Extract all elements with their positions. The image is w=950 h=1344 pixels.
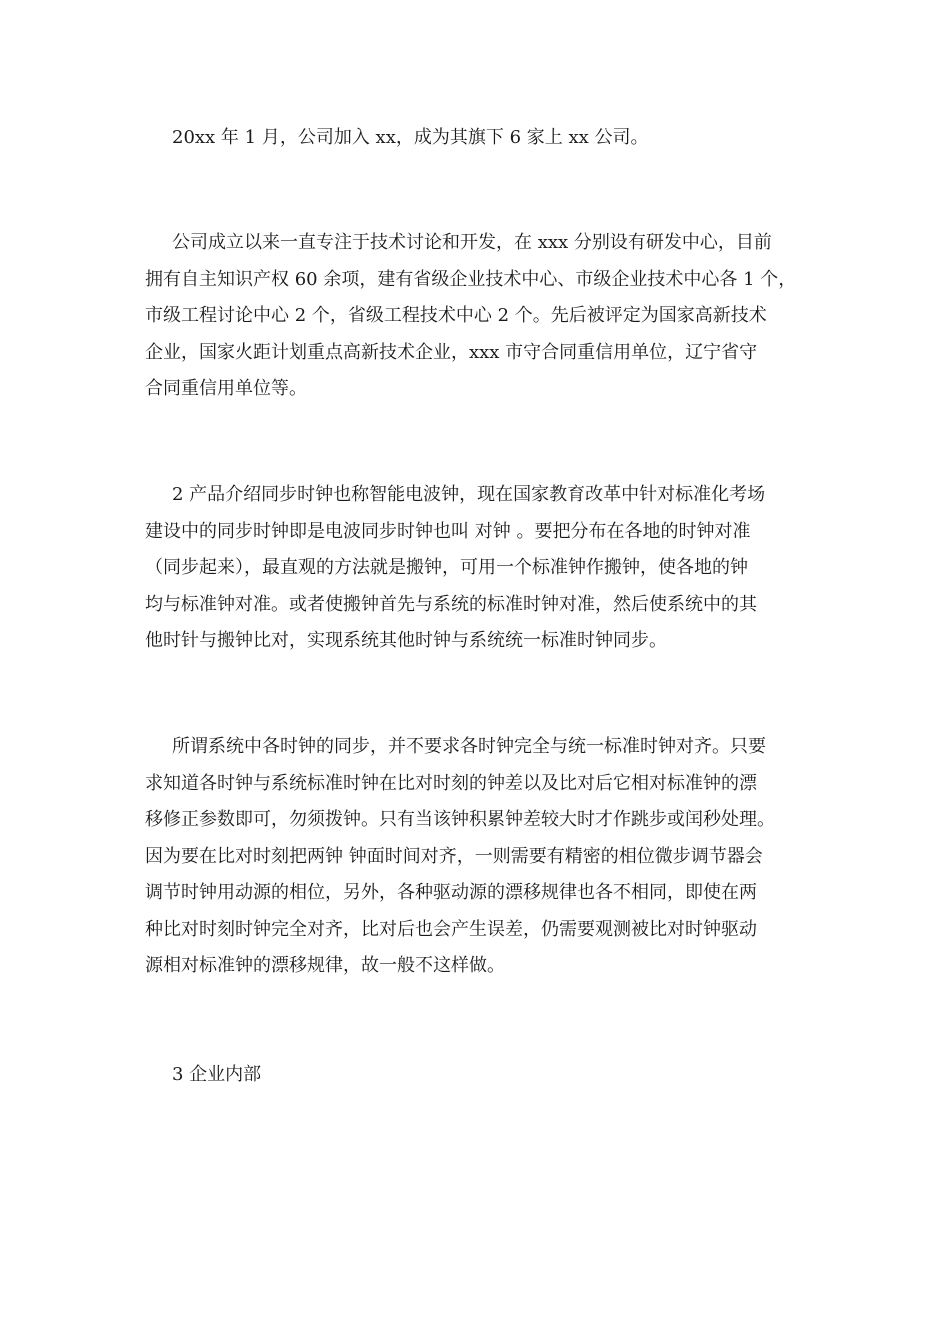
text-line: 他时针与搬钟比对，实现系统其他时钟与系统统一标准时钟同步。 (145, 630, 667, 651)
text-line: 市级工程讨论中心 2 个，省级工程技术中心 2 个。先后被评定为国家高新技术 (145, 305, 767, 326)
paragraph-company-rnd (145, 225, 815, 408)
text-line: 种比对时刻时钟完全对齐，比对后也会产生误差，仍需要观测被比对时钟驱动 (145, 918, 757, 940)
text-line: 因为要在比对时刻把两钟 钟面时间对齐，一则需要有精密的相位微步调节器会 (145, 845, 763, 867)
text-line: 公司成立以来一直专注于技术讨论和开发，在 xxx 分别设有研发中心，目前 (172, 232, 772, 253)
text-line: 企业，国家火距计划重点高新技术企业，xxx 市守合同重信用单位，辽宁省守 (145, 341, 758, 363)
section-heading-internal (145, 1057, 815, 1094)
text-line: 源相对标准钟的漂移规律，故一般不这样做。 (145, 955, 505, 976)
text-line: 3 企业内部 (172, 1064, 262, 1085)
text-line: 拥有自主知识产权 60 余项，建有省级企业技术中心、市级企业技术中心各 1 个， (145, 268, 797, 290)
paragraph-company-joining (145, 120, 815, 157)
text-line: 调节时钟用动源的相位，另外，各种驱动源的漂移规律也各不相同，即使在两 (145, 882, 757, 903)
text-line: 20xx 年 1 月，公司加入 xx，成为其旗下 6 家上 xx 公司。 (172, 127, 649, 148)
text-line: （同步起来），最直观的方法就是搬钟，可用一个标准钟作搬钟，使各地的钟 (145, 557, 748, 578)
text-line: 建设中的同步时钟即是电波同步时钟也叫 对钟 。要把分布在各地的时钟对准 (145, 520, 751, 542)
text-line: 移修正参数即可，勿须拨钟。只有当该钟积累钟差较大时才作跳步或闰秒处理。 (145, 809, 775, 830)
text-line: 求知道各时钟与系统标准时钟在比对时刻的钟差以及比对后它相对标准钟的漂 (145, 772, 757, 794)
text-line: 合同重信用单位等。 (145, 378, 307, 399)
text-line: 均与标准钟对准。或者使搬钟首先与系统的标准时钟对准，然后使系统中的其 (145, 593, 757, 615)
text-line: 2 产品介绍同步时钟也称智能电波钟，现在国家教育改革中针对标准化考场 (172, 484, 766, 505)
paragraph-clock-sync (145, 729, 815, 985)
text-line: 所谓系统中各时钟的同步，并不要求各时钟完全与统一标准时钟对齐。只要 (172, 736, 766, 757)
paragraph-product-intro (145, 477, 815, 660)
